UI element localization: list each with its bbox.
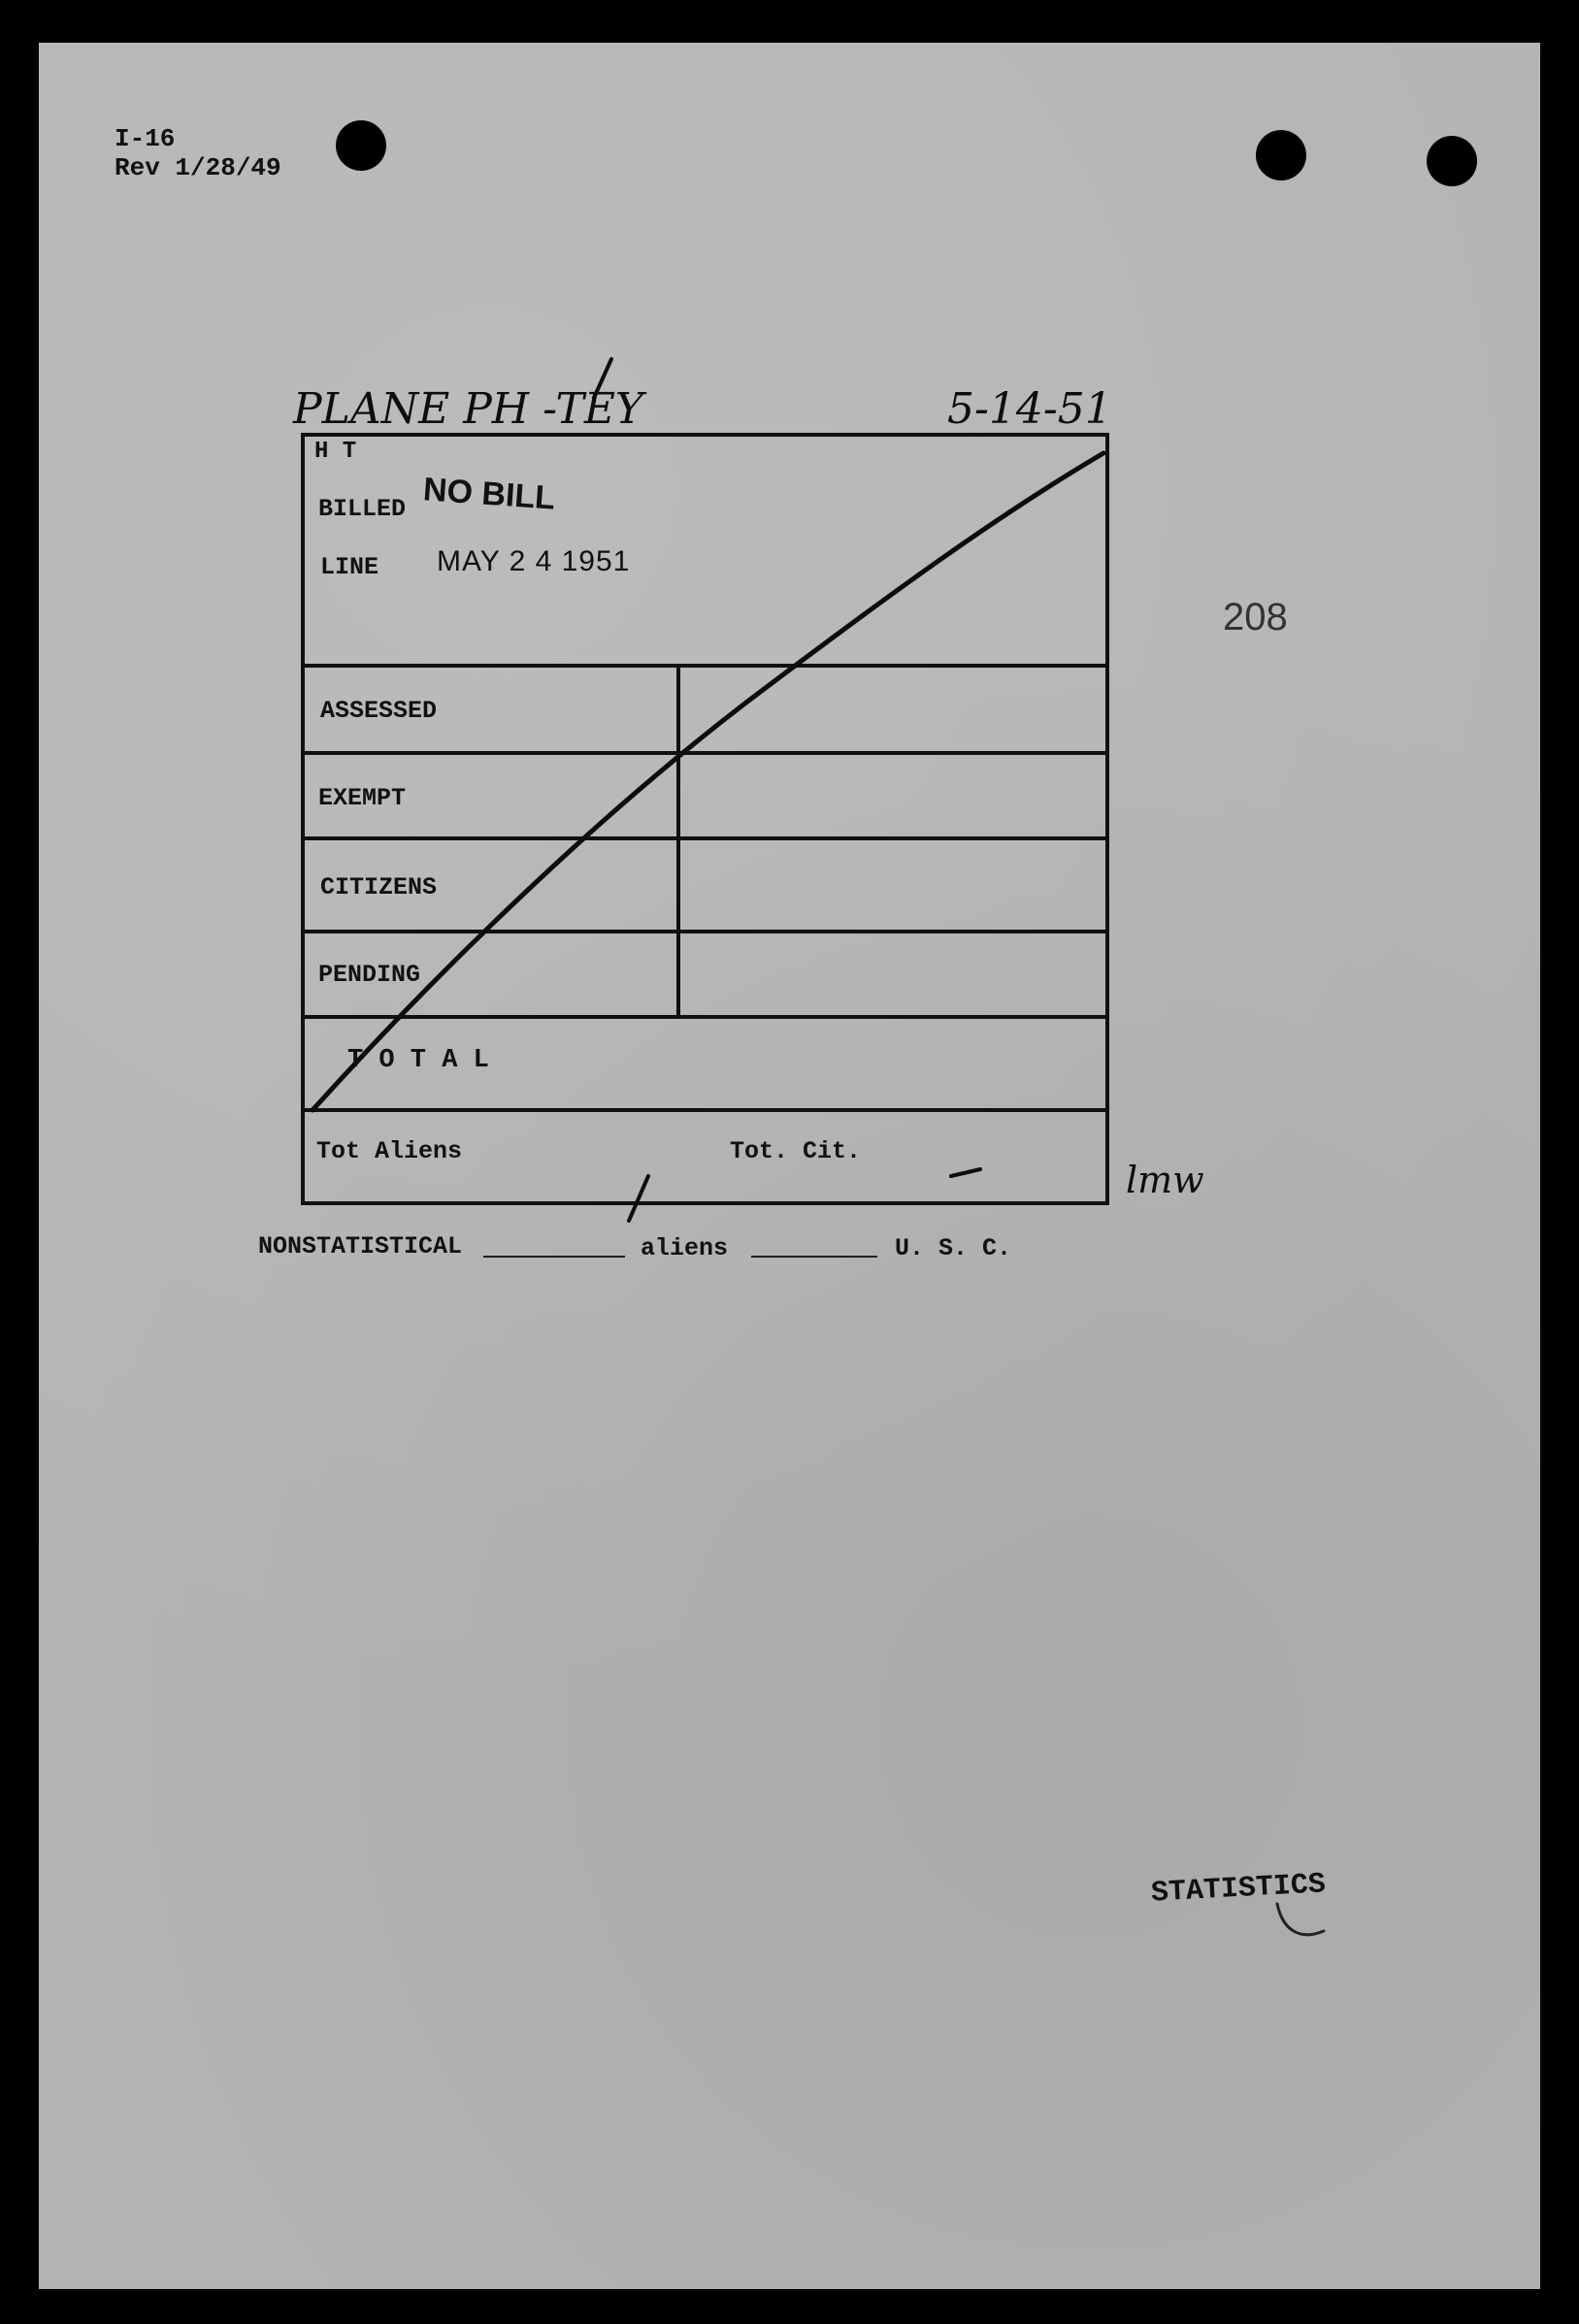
total-label: T O T A L (347, 1046, 489, 1075)
nonstat-usc-label: U. S. C. (895, 1234, 1012, 1262)
row-label-exempt: EXEMPT (318, 784, 407, 812)
handwritten-initials: lmw (1126, 1159, 1204, 1201)
row-label-pending: PENDING (318, 961, 421, 989)
page-number: 208 (1223, 596, 1288, 638)
handwritten-date: 5-14-51 (947, 384, 1112, 434)
row-label-citizens: CITIZENS (320, 873, 438, 901)
form-number: I-16 (115, 124, 176, 153)
row-label-assessed: ASSESSED (320, 697, 438, 725)
row-divider (303, 1015, 1108, 1019)
punch-hole (336, 120, 386, 171)
billed-label: BILLED (318, 495, 407, 523)
line-label: LINE (320, 553, 379, 581)
nonstat-blank-2 (751, 1256, 877, 1258)
line-value: MAY 2 4 1951 (437, 545, 631, 577)
row-divider (303, 664, 1108, 668)
punch-hole (1427, 136, 1477, 186)
nonstat-aliens-label: aliens (641, 1234, 729, 1262)
nonstat-blank-1 (483, 1256, 625, 1258)
tot-cit-label: Tot. Cit. (730, 1137, 862, 1165)
paper-sheet (39, 43, 1540, 2289)
form-box (301, 433, 1109, 1205)
row-divider (303, 751, 1108, 755)
punch-hole (1256, 130, 1306, 180)
tot-aliens-label: Tot Aliens (316, 1137, 463, 1165)
statistics-label: STATISTICS (1150, 1868, 1327, 1911)
row-divider (303, 1108, 1108, 1112)
row-divider (303, 930, 1108, 933)
nonstatistical-label: NONSTATISTICAL (258, 1232, 463, 1260)
row-divider (303, 836, 1108, 840)
handwritten-heading: PLANE PH -TEY (293, 384, 643, 434)
billed-value: NO BILL (421, 471, 557, 517)
form-revision: Rev 1/28/49 (115, 153, 281, 182)
column-divider (676, 666, 680, 1017)
ht-label: H T (314, 439, 357, 465)
